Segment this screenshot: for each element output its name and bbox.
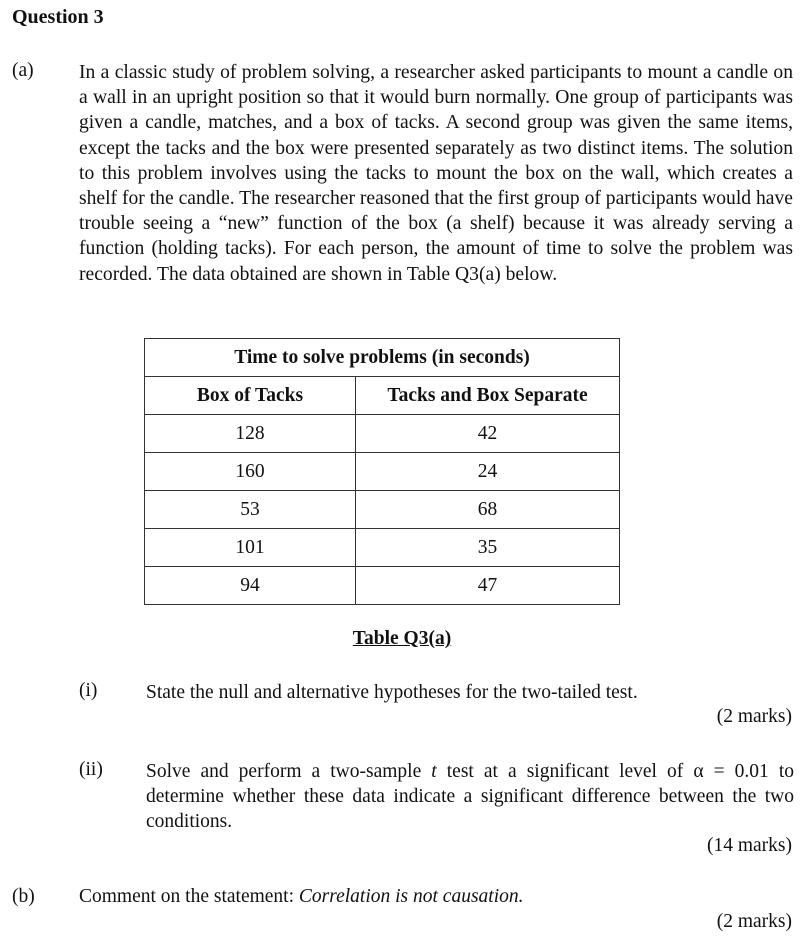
table-title-row	[145, 339, 620, 377]
part-b-label: (b)	[12, 886, 35, 907]
table-row	[145, 453, 620, 491]
sub-ii-label: (ii)	[79, 759, 103, 780]
table-title: Time to solve problems (in seconds)	[145, 339, 620, 377]
part-b-text	[79, 886, 524, 908]
part-b-marks: (2 marks)	[716, 911, 792, 932]
table-header-row	[145, 377, 620, 415]
table-cell: 160	[145, 453, 356, 491]
table-row	[145, 415, 620, 453]
sub-ii-text	[146, 759, 794, 834]
question-title: Question 3	[12, 6, 104, 28]
sub-i-label: (i)	[79, 680, 98, 701]
part-b-statement: Correlation is not causation.	[298, 886, 524, 907]
part-a-label: (a)	[12, 60, 34, 81]
table-cell: 101	[145, 529, 356, 567]
alpha-value: α = 0.01	[693, 761, 769, 782]
table-caption: Table Q3(a)	[352, 628, 452, 649]
table-cell: 94	[145, 567, 356, 605]
sub-i-text: State the null and alternative hypotheses for the two-tailed test.	[146, 682, 638, 703]
sub-i-marks: (2 marks)	[716, 706, 792, 727]
table-cell: 53	[145, 491, 356, 529]
table-cell: 35	[356, 529, 620, 567]
sub-ii-text-after: to determine whether these data indicate a significant difference between the two conditions.	[146, 761, 795, 832]
table-cell: 47	[356, 567, 620, 605]
table-row	[145, 491, 620, 529]
sub-ii-text-before: Solve and perform a two-sample	[146, 761, 432, 782]
column-header-box-of-tacks: Box of Tacks	[145, 377, 356, 415]
sub-ii-marks: (14 marks)	[706, 835, 792, 856]
table-cell: 128	[145, 415, 356, 453]
part-a-paragraph: In a classic study of problem solving, a researcher asked participants to mount a candle on a wall in an upright position so that it would burn normally. One group of participants was given a candle, matches, and a box of tacks. A second group was given the same items, except the tacks and the box were presented separately as two distinct items. The solution to this problem involves using the tacks to mount the box on the wall, which creates a shelf for the candle. The researcher reasoned that the first group of participants would have trouble seeing a “new” function of the box (a shelf) because it was already serving a function (holding tacks). For each person, the amount of time to solve the problem was recorded. The data obtained are shown in Table Q3(a) below.	[79, 62, 793, 285]
column-header-tacks-and-box-separate: Tacks and Box Separate	[356, 377, 620, 415]
table-cell: 68	[356, 491, 620, 529]
table-cell: 42	[356, 415, 620, 453]
table-cell: 24	[356, 453, 620, 491]
t-symbol: t	[431, 761, 437, 782]
data-table	[144, 338, 620, 605]
sub-ii-text-mid: test at a significant level of	[436, 761, 694, 782]
table-row	[145, 529, 620, 567]
part-b-prefix: Comment on the statement:	[79, 886, 299, 907]
table-row	[145, 567, 620, 605]
